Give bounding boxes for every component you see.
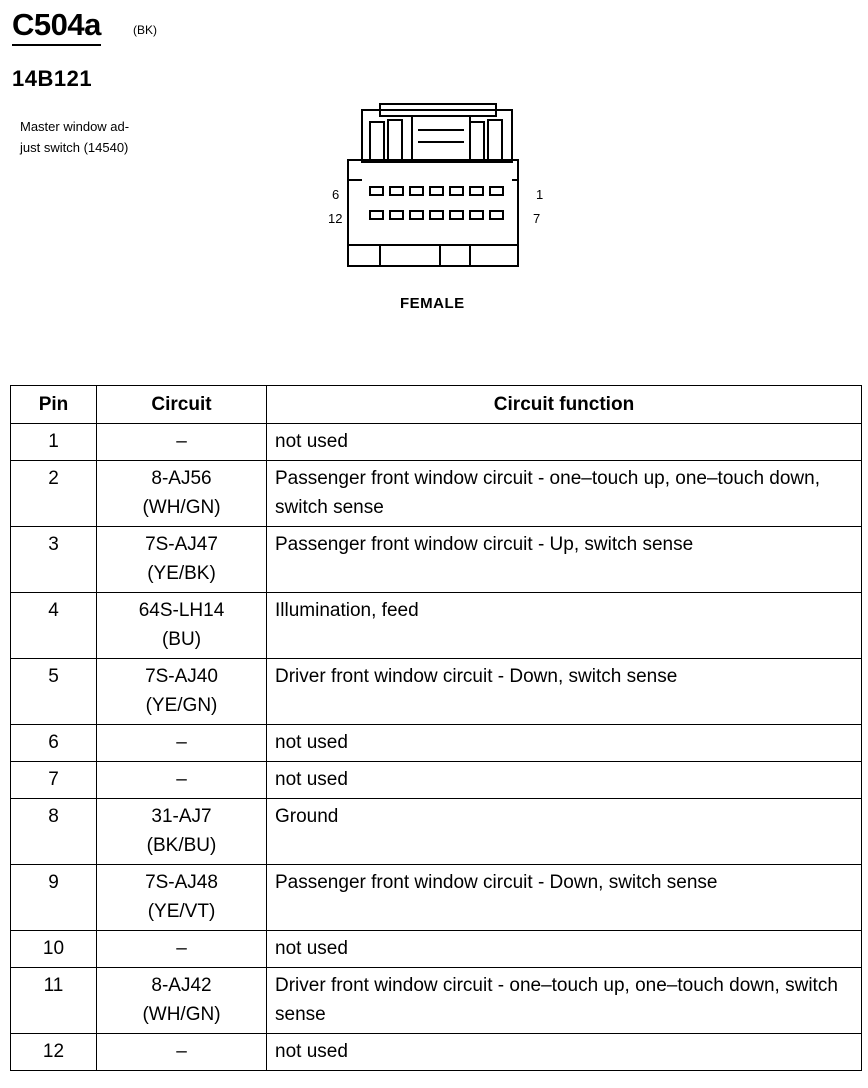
circuit-id: 7S-AJ48 [145,872,218,893]
circuit-cell [97,968,267,1034]
circuit-id: 7S-AJ47 [145,534,218,555]
circuit-wire-color: (YE/VT) [147,901,216,922]
circuit-id: – [176,938,187,959]
table-row [11,593,862,659]
pin-number: 9 [11,865,97,931]
circuit-wire-color: (BK/BU) [146,835,217,856]
connector-gender: FEMALE [400,295,465,312]
circuit-function: not used [267,1034,862,1071]
table-row [11,659,862,725]
circuit-id: – [176,1041,187,1062]
header-circuit: Circuit [97,386,267,424]
pin-number: 6 [11,725,97,762]
circuit-function: not used [267,931,862,968]
circuit-function: Passenger front window circuit - Down, switch sense [267,865,862,931]
table-row [11,762,862,799]
pin-number: 1 [11,424,97,461]
circuit-function: Ground [267,799,862,865]
circuit-function: not used [267,424,862,461]
circuit-cell [97,527,267,593]
pin-number: 3 [11,527,97,593]
header-pin: Pin [11,386,97,424]
circuit-function: not used [267,762,862,799]
table-row [11,968,862,1034]
pin-number: 12 [11,1034,97,1071]
circuit-function: not used [267,725,862,762]
circuit-cell [97,1034,267,1071]
pinout-table [10,385,862,1071]
circuit-cell [97,424,267,461]
component-description [20,116,170,158]
circuit-wire-color: (BU) [161,629,202,650]
pin-label-bottom-left: 12 [328,211,343,226]
pin-number: 2 [11,461,97,527]
description-line: Master window ad- [20,119,130,134]
pin-number: 11 [11,968,97,1034]
part-number: 14B121 [12,66,93,91]
pin-number: 4 [11,593,97,659]
circuit-cell [97,461,267,527]
pin-number: 7 [11,762,97,799]
circuit-wire-color: (YE/GN) [145,695,218,716]
pin-number: 10 [11,931,97,968]
circuit-function: Driver front window circuit - Down, switch sense [267,659,862,725]
circuit-function: Driver front window circuit - one–touch up, one–touch down, switch sense [267,968,862,1034]
pin-label-bottom-right: 7 [533,211,541,226]
circuit-wire-color: (WH/GN) [142,497,221,518]
circuit-cell [97,931,267,968]
circuit-id: 64S-LH14 [138,600,225,621]
circuit-id: 8-AJ42 [151,975,212,996]
circuit-id: – [176,769,187,790]
circuit-wire-color: (WH/GN) [142,1004,221,1025]
table-header-row [11,386,862,424]
pin-label-top-left: 6 [332,187,340,202]
circuit-cell [97,762,267,799]
table-row [11,461,862,527]
circuit-cell [97,725,267,762]
circuit-function: Passenger front window circuit - one–touch up, one–touch down, switch sense [267,461,862,527]
connector-housing [348,160,518,266]
table-row [11,527,862,593]
circuit-id: – [176,732,187,753]
table-row [11,424,862,461]
circuit-cell [97,659,267,725]
circuit-id: – [176,431,187,452]
table-row [11,725,862,762]
table-row [11,1034,862,1071]
circuit-id: 7S-AJ40 [145,666,218,687]
circuit-function: Passenger front window circuit - Up, switch sense [267,527,862,593]
pin-cavities [370,187,503,219]
pin-number: 8 [11,799,97,865]
circuit-wire-color: (YE/BK) [147,563,216,584]
connector-id: C504a [12,8,101,46]
circuit-id: 31-AJ7 [151,806,212,827]
circuit-cell [97,593,267,659]
connector-face-diagram [320,100,540,272]
pin-label-top-right: 1 [536,187,544,202]
connector-color-code: (BK) [133,23,157,37]
circuit-function: Illumination, feed [267,593,862,659]
circuit-id: 8-AJ56 [151,468,212,489]
table-row [11,799,862,865]
header-circuit-function: Circuit function [267,386,862,424]
table-row [11,865,862,931]
description-line: just switch (14540) [20,140,129,155]
connector-latch [412,116,470,162]
pin-number: 5 [11,659,97,725]
circuit-cell [97,799,267,865]
table-row [11,931,862,968]
circuit-cell [97,865,267,931]
